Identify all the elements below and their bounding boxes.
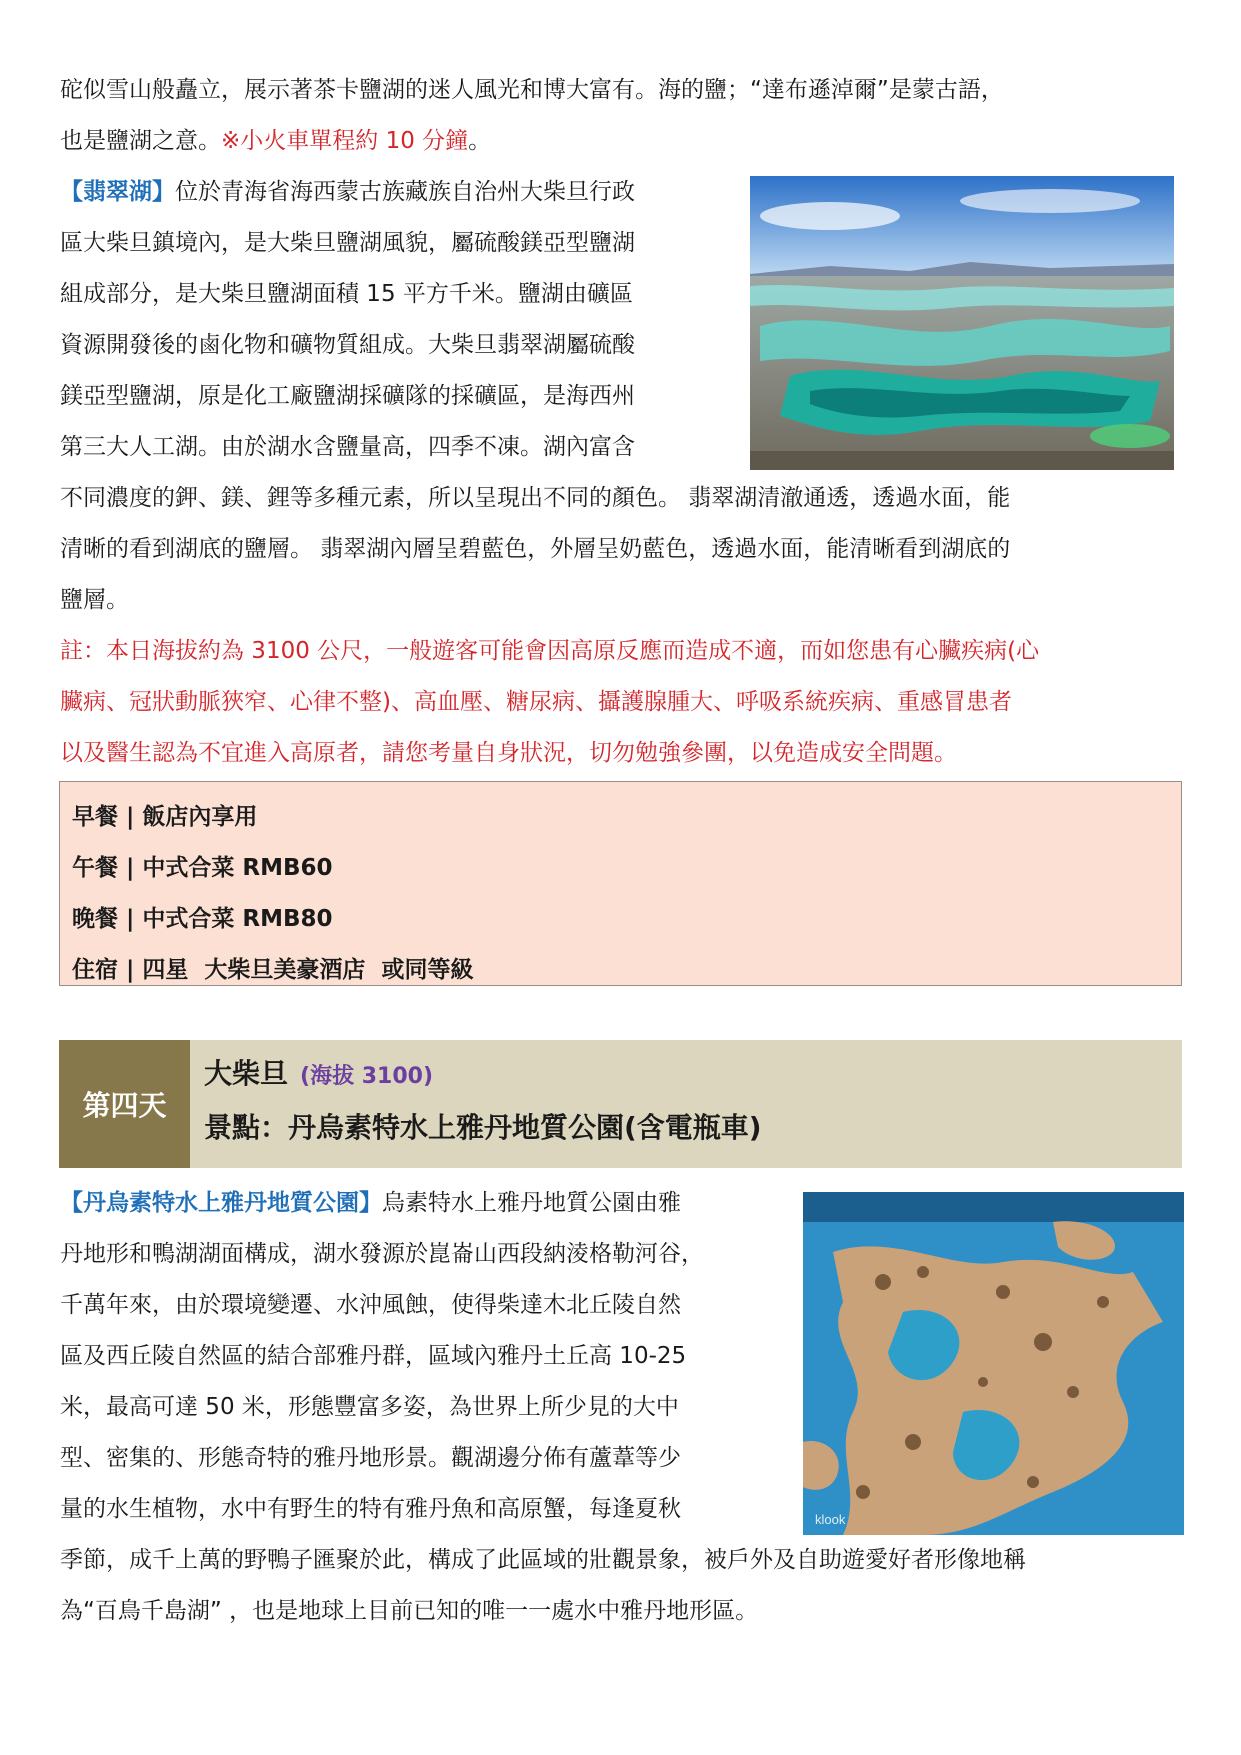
intro-line-2-text: 也是鹽湖之意。 (60, 128, 221, 154)
yardang-line-2: 丹地形和鴨湖湖面構成，湖水發源於崑崙山西段納淩格勒河谷， (60, 1241, 704, 1267)
klook-watermark: klook (815, 1512, 846, 1527)
meal-value: 中式合菜 RMB60 (142, 855, 333, 881)
emerald-lake-line-7: 不同濃度的鉀、鎂、鋰等多種元素，所以呈現出不同的顏色。 翡翠湖清澈通透，透過水面，能 (60, 485, 1011, 511)
emerald-lake-line-2: 區大柴旦鎮境內，是大柴旦鹽湖風貌，屬硫酸鎂亞型鹽湖 (60, 230, 635, 256)
meal-separator: | (118, 804, 143, 830)
emerald-lake-line-3: 組成部分，是大柴旦鹽湖面積 15 平方千米。鹽湖由礦區 (60, 281, 633, 307)
altitude-note-line-3: 以及醫生認為不宜進入高原者，請您考量自身狀況，切勿勉強參團，以免造成安全問題。 (60, 740, 957, 766)
meal-value: 飯店內享用 (142, 804, 258, 830)
emerald-lake-tag: 【翡翠湖】 (60, 179, 175, 205)
yardang-line-6: 型、密集的、形態奇特的雅丹地形景。觀湖邊分佈有蘆葦等少 (60, 1445, 681, 1471)
meal-label: 早餐 (72, 804, 118, 830)
emerald-lake-photo (750, 176, 1174, 470)
meal-label: 晚餐 (72, 906, 118, 932)
meal-row-lunch (72, 843, 1169, 894)
meal-separator: | (118, 855, 143, 881)
intro-line-2 (60, 121, 1181, 162)
intro-line-2-end: 。 (468, 128, 492, 154)
day-info (190, 1040, 1182, 1168)
yardang-line-7: 量的水生植物，水中有野生的特有雅丹魚和高原蟹，每逢夏秋 (60, 1496, 681, 1522)
meal-value: 四星 大柴旦美豪酒店 或同等級 (142, 957, 474, 983)
yardang-line-3: 千萬年來，由於環境變遷、水沖風蝕，使得柴達木北丘陵自然 (60, 1292, 681, 1318)
meal-value: 中式合菜 RMB80 (142, 906, 333, 932)
yardang-line-9: 為“百鳥千島湖” ，也是地球上目前已知的唯一一處水中雅丹地形區。 (60, 1598, 759, 1624)
emerald-lake-line-1 (60, 172, 741, 213)
day-city (204, 1052, 433, 1092)
meal-row-dinner (72, 894, 1169, 945)
day-attraction: 景點：丹烏素特水上雅丹地質公園(含電瓶車) (204, 1111, 762, 1144)
meal-separator: | (118, 957, 143, 983)
intro-line-1: 砣似雪山般矗立，展示著茶卡鹽湖的迷人風光和博大富有。海的鹽；“達布遜淖爾”是蒙古語， (60, 77, 1004, 103)
emerald-lake-text-1: 位於青海省海西蒙古族藏族自治州大柴旦行政 (175, 179, 635, 205)
emerald-lake-line-4: 資源開發後的鹵化物和礦物質組成。大柴旦翡翠湖屬硫酸 (60, 332, 635, 358)
yardang-park-photo (803, 1192, 1184, 1535)
meal-info-box (59, 781, 1182, 986)
city-name: 大柴旦 (204, 1057, 289, 1090)
emerald-lake-line-9: 鹽層。 (60, 587, 129, 613)
emerald-lake-line-6: 第三大人工湖。由於湖水含鹽量高，四季不凍。湖內富含 (60, 434, 635, 460)
yardang-text-1: 烏素特水上雅丹地質公園由雅 (382, 1190, 681, 1216)
altitude-note-line-2: 臟病、冠狀動脈狹窄、心律不整)、高血壓、糖尿病、攝護腺腫大、呼吸系統疾病、重感冒患者 (60, 689, 1012, 715)
yardang-line-4: 區及西丘陵自然區的結合部雅丹群，區域內雅丹土丘高 10-25 (60, 1343, 687, 1369)
meal-row-breakfast (72, 792, 1169, 843)
yardang-line-5: 米，最高可達 50 米，形態豐富多姿，為世界上所少見的大中 (60, 1394, 679, 1420)
meal-label: 住宿 (72, 957, 118, 983)
yardang-line-1 (60, 1183, 786, 1224)
day-four-banner (59, 1040, 1182, 1168)
meal-separator: | (118, 906, 143, 932)
meal-row-accommodation (72, 945, 1169, 996)
altitude-label: (海拔 3100) (300, 1064, 434, 1089)
altitude-note-line-1: 註：本日海拔約為 3100 公尺，一般遊客可能會因高原反應而造成不適，而如您患有心臟疾病(心 (60, 638, 1040, 664)
emerald-lake-line-8: 清晰的看到湖底的鹽層。 翡翠湖內層呈碧藍色，外層呈奶藍色，透過水面，能清晰看到湖底的 (60, 536, 1011, 562)
yardang-tag: 【丹烏素特水上雅丹地質公園】 (60, 1190, 382, 1216)
emerald-lake-line-5: 鎂亞型鹽湖，原是化工廠鹽湖採礦隊的採礦區，是海西州 (60, 383, 635, 409)
yardang-line-8: 季節，成千上萬的野鴨子匯聚於此，構成了此區域的壯觀景象，被戶外及自助遊愛好者形像地稱 (60, 1547, 1026, 1573)
meal-label: 午餐 (72, 855, 118, 881)
day-label: 第四天 (59, 1040, 190, 1168)
train-duration-note: ※小火車單程約 10 分鐘 (221, 128, 469, 154)
